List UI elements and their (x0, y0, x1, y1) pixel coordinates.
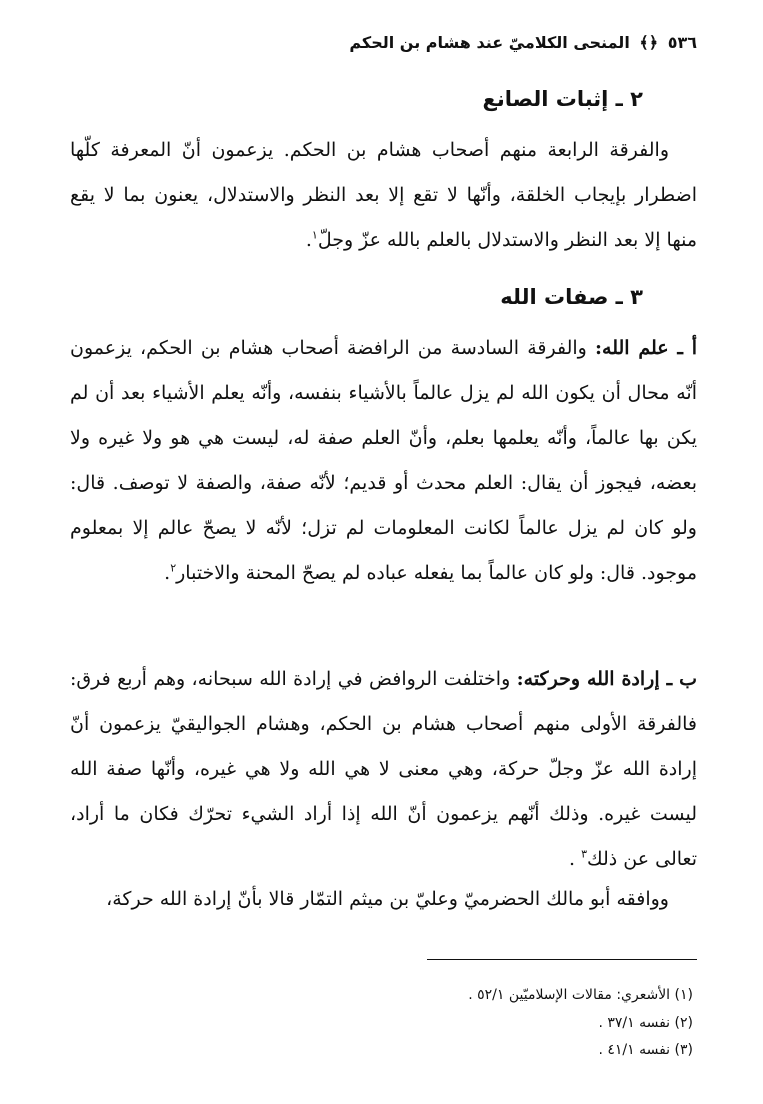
paragraph-4 (70, 877, 697, 922)
paragraph-3-end: . (568, 848, 582, 870)
footnote-divider (427, 959, 697, 960)
footnote-ref-3: ٣ (581, 847, 587, 861)
paragraph-1 (70, 128, 697, 263)
paragraph-4-text: ووافقه أبو مالك الحضرميّ وعليّ بن ميثم التمّار قالا بأنّ إرادة الله حركة، (106, 888, 669, 910)
paragraph-1-text: والفرقة الرابعة منهم أصحاب هشام بن الحكم. يزعمون أنّ المعرفة كلّها اضطرار بإيجاب الخلقة، وأنّها لا تقع إلا بعد النظر والاستدلال، يعنون بما لا يقع منها إلا بعد النظر والاستدلال بالعلم بالله عزّ وجلّ (70, 139, 697, 251)
footnote-ref-2: ٢ (170, 561, 177, 575)
paragraph-2-label: أ ـ علم الله: (595, 337, 697, 359)
section-heading-3: ٣ ـ صفات الله (500, 285, 643, 309)
paragraph-3-label: ب ـ إرادة الله وحركته: (516, 668, 697, 690)
paragraph-2 (70, 326, 697, 596)
footnote-ref-1: ١ (311, 228, 318, 242)
paragraph-1-end: . (305, 229, 312, 251)
footnote-2: (٢) نفسه ٣٧/١ . (598, 1015, 693, 1031)
running-title: المنحى الكلاميّ عند هشام بن الحكم (349, 33, 630, 52)
running-header (60, 30, 697, 56)
ornament: ﴿﴾ (639, 33, 659, 52)
paragraph-3-text: واختلفت الروافض في إرادة الله سبحانه، وهم أربع فرق: فالفرقة الأولى منهم أصحاب هشام بن الحكم، وهشام الجواليقيّ يزعمون أنّ إرادة الله عزّ وجلّ حركة، وهي معنى لا هي الله ولا هي غيره، وأنّها صفة الله ليست غيره. وذلك أنّهم يزعمون أنّ الله إذا أراد الشيء تحرّك فكان ما أراد، تعالى عن ذلك (70, 668, 697, 870)
paragraph-3 (70, 657, 697, 882)
paragraph-2-text: والفرقة السادسة من الرافضة أصحاب هشام بن الحكم، يزعمون أنّه محال أن يكون الله لم يزل عالماً بالأشياء بنفسه، وأنّه يعلم الأشياء بعد أن لم يكن بها عالماً، وأنّه يعلمها بعلم، وأنّ العلم صفة له، ليست هي هو ولا غيره ولا بعضه، فيجوز أن يقال: العلم محدث أو قديم؛ لأنّه صفة، والصفة لا توصف. قال: ولو كان لم يزل عالماً لكانت المعلومات لم تزل؛ لأنّه لا يصحّ عالم إلا بمعلوم موجود. قال: ولو كان عالماً بما يفعله عباده لم يصحّ المحنة والاختبار (70, 337, 697, 584)
section-heading-2: ٢ ـ إثبات الصانع (482, 87, 643, 111)
footnote-3: (٣) نفسه ٤١/١ . (598, 1042, 693, 1058)
footnote-1: (١) الأشعري: مقالات الإسلاميّين ٥٢/١ . (468, 987, 693, 1003)
page-number: ٥٣٦ (667, 33, 697, 52)
paragraph-2-end: . (164, 562, 171, 584)
